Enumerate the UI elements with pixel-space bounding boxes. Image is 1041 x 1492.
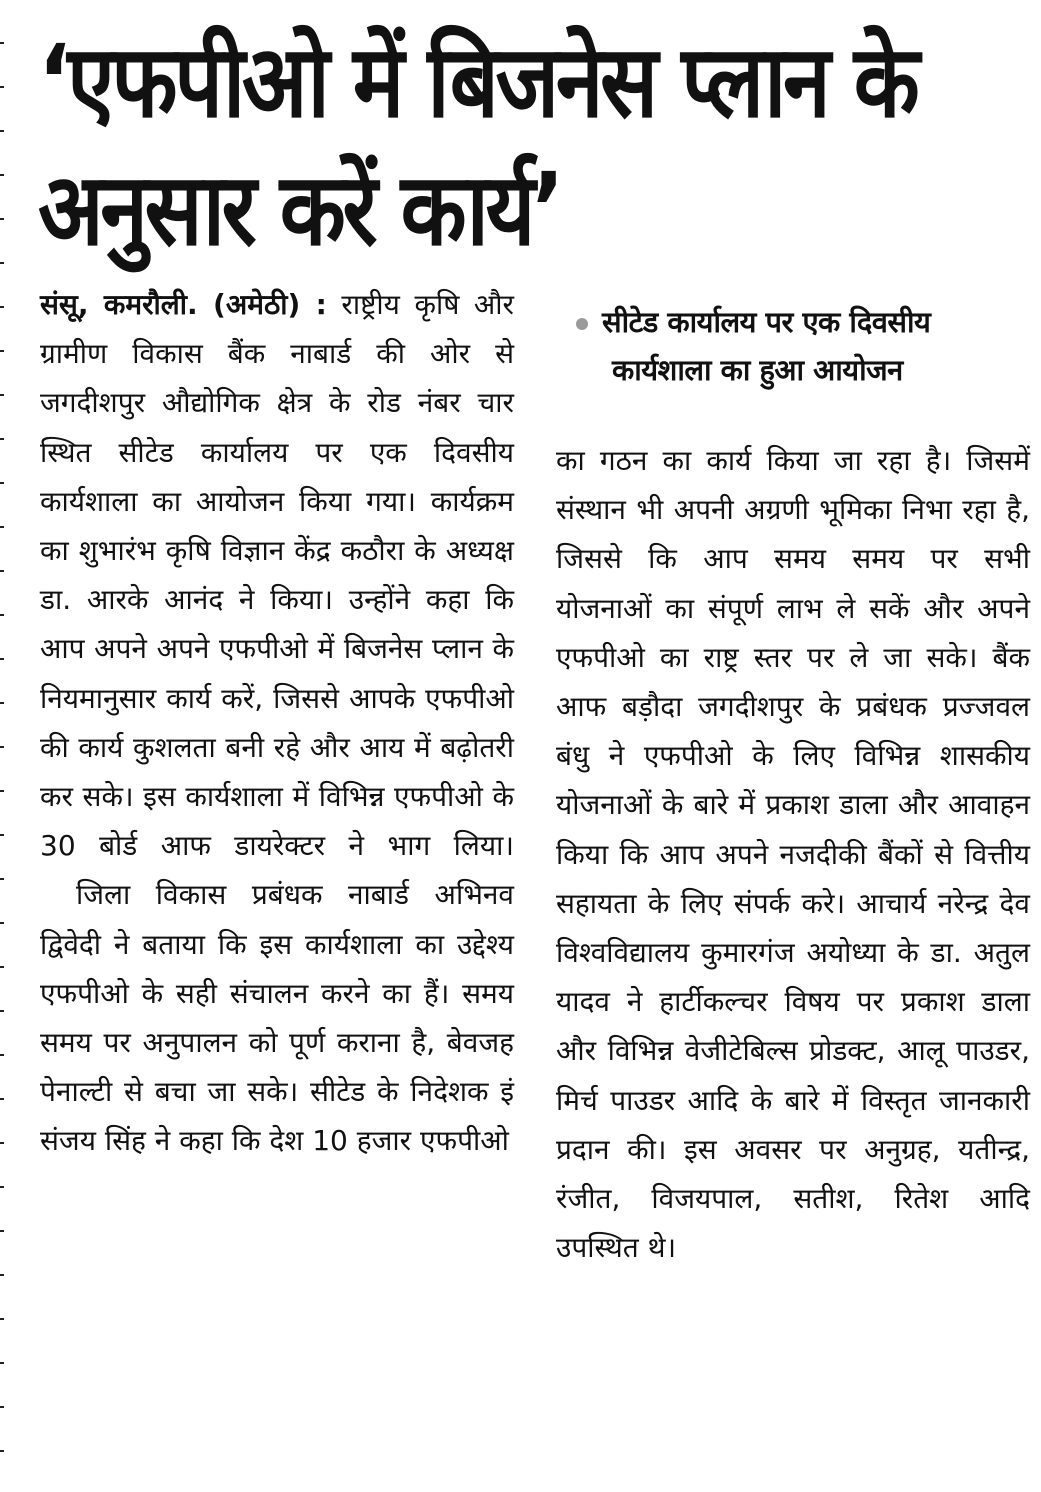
- headline-line-1: ‘एफपीओ में बिजनेस प्लान के: [38, 23, 917, 140]
- summary-line-1: सीटेड कार्यालय पर एक दिवसीय: [602, 305, 931, 339]
- headline-line-2: अनुसार करें कार्य’: [38, 151, 562, 268]
- bullet-icon: [576, 318, 588, 330]
- article-column-right: [556, 436, 1030, 1272]
- paragraph-1-text: राष्ट्रीय कृषि और ग्रामीण विकास बैंक नाबार्ड की ओर से जगदीशपुर औद्योगिक क्षेत्र के रोड नंबर चार स्थित सीटेड कार्यालय पर एक दिवसीय कार्यशाला का आयोजन किया गया। कार्यक्रम का शुभारंभ कृषि विज्ञान केंद्र कठौरा के अध्यक्ष डा. आरके आनंद ने किया। उन्होंने कहा कि आप अपने अपने एफपीओ में बिजनेस प्लान के नियमानुसार कार्य करें, जिससे आपके एफपीओ की कार्य कुशलता बनी रहे और आय में बढ़ोतरी कर सके। इस कार्यशाला में विभिन्न एफपीओ के 30 बोर्ड आफ डायरेक्टर ने भाग लिया।: [40, 288, 514, 863]
- article-column-left: [40, 280, 514, 1166]
- article-paragraph-3: का गठन का कार्य किया जा रहा है। जिसमें संस्थान भी अपनी अग्रणी भूमिका निभा रहा है, जिससे कि आप समय समय पर सभी योजनाओं का संपूर्ण लाभ ले सकें और अपने एफपीओ का राष्ट्र स्तर पर ले जा सके। बैंक आफ बड़ौदा जगदीशपुर के प्रबंधक प्रज्जवल बंधु ने एफपीओ के लिए विभिन्न शासकीय योजनाओं के बारे में प्रकाश डाला और आवाहन किया कि आप अपने नजदीकी बैंकों से वित्तीय सहायता के लिए संपर्क करे। आचार्य नरेन्द्र देव विश्वविद्यालय कुमारगंज अयोध्या के डा. अतुल यादव ने हार्टीकल्चर विषय पर प्रकाश डाला और विभिन्न वेजीटेबिल्स प्रोडक्ट, आलू पाउडर, मिर्च पाउडर आदि के बारे में विस्तृत जानकारी प्रदान की। इस अवसर पर अनुग्रह, यतीन्द्र, रंजीत, विजयपाल, सतीश, रितेश आदि उपस्थित थे।: [556, 444, 1030, 1265]
- summary-line-2: कार्यशाला का हुआ आयोजन: [612, 353, 903, 387]
- dateline: संसू, कमरौली. (अमेठी) :: [40, 288, 327, 321]
- article-paragraph-2: जिला विकास प्रबंधक नाबार्ड अभिनव द्विवेदी ने बताया कि इस कार्यशाला का उद्देश्य एफपीओ के सही संचालन करने का हैं। समय समय पर अनुपालन को पूर्ण कराना है, बेवजह पेनाल्टी से बचा जा सके। सीटेड के निदेशक इं संजय सिंह ने कहा कि देश 10 हजार एफपीओ: [40, 878, 514, 1158]
- article-paragraph-1: [40, 280, 514, 870]
- page-edge-marks: [0, 0, 4, 1492]
- summary-highlight: [576, 298, 1026, 394]
- headline: [38, 18, 917, 274]
- summary-line-1-wrap: [576, 298, 1026, 346]
